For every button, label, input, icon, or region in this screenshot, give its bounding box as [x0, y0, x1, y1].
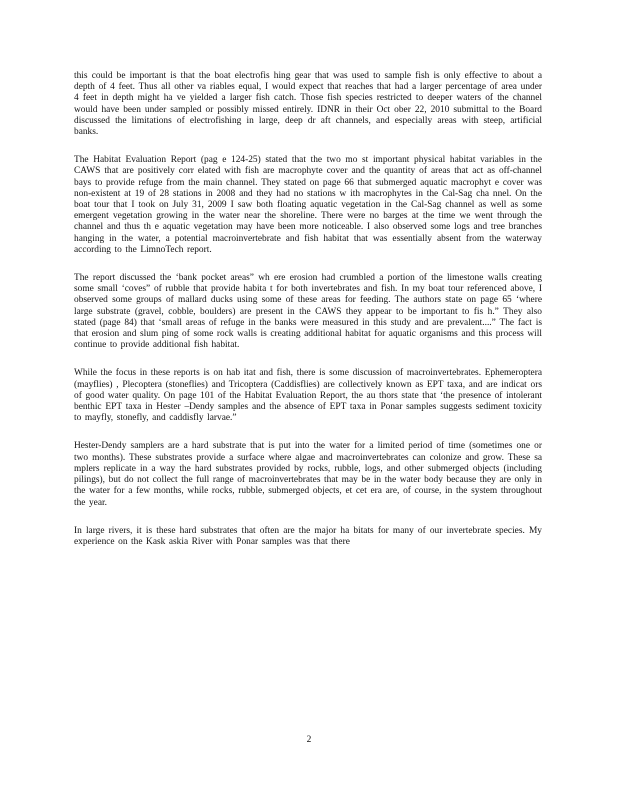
page-number: 2: [306, 735, 312, 745]
paragraph-electrofishing: this could be important is that the boat electrofis hing gear that was used to sample fish is only effective to about a depth of 4 feet. Thus all other va riables equal, I would expect that reaches that had a larger percentage of area under 4 feet in depth might ha ve yielded a larger fish catch. Those fish species restricted to deeper waters of the channel would have been under sampled or possibly missed entirely. IDNR in their Oct ober 22, 2010 submittal to the Board discussed the limitations of electrofishing in large, deep dr aft channels, and especially areas with steep, artificial banks.: [74, 71, 542, 138]
paragraph-large-rivers: In large rivers, it is these hard substrates that often are the major ha bitats for many of our invertebrate species. My experience on the Kask askia River with Ponar samples was that there: [74, 525, 542, 547]
paragraph-habitat-evaluation: The Habitat Evaluation Report (pag e 124-25) stated that the two mo st important physical habitat variables in the CAWS that are positively corr elated with fish are macrophyte cover and the quantity of areas that act as off-channel bays to provide refuge from the main channel. They stated on page 66 that submerged aquatic macrophyt e cover was non-existent at 19 of 28 stations in 2008 and they had no stations w ith macrophytes in the Cal-Sag cha nnel. On the boat tour that I took on July 31, 2009 I saw both floating aquatic vegetation in the Cal-Sag channel as well as some emergent vegetation growing in the water near the shoreline. There were no barges at the time we went through the channel and thus th e aquatic vegetation may have been more noticeable. I also observed some logs and tree branches hanging in the water, a potential macroinvertebrate and fish habitat that was essentially absent from the waterway according to the LimnoTech report.: [74, 155, 542, 255]
paragraph-bank-pocket-areas: The report discussed the ‘bank pocket areas” wh ere erosion had crumbled a portion of the limestone walls creating some small ‘coves” of rubble that provide habita t for both invertebrates and fish. In my boat tour referenced above, I observed some groups of mallard ducks using some of these areas for feeding. The authors state on page 65 ‘where large substrate (gravel, cobble, boulders) are present in the CAWS they appear to be important to fis h.” They also stated (page 84) that ‘small areas of refuge in the banks were measured in this study and are prevalent....” The fact is that erosion and slum ping of some rock walls is creating additional habitat for aquatic organisms and this process will continue to provide additional fish habitat.: [74, 273, 542, 351]
paragraph-macroinvertebrates: While the focus in these reports is on hab itat and fish, there is some discussion of macroinvertebrates. Ephemeroptera (mayflies) , Plecoptera (stoneflies) and Tricoptera (Caddisflies) are collectively known as EPT taxa, and are indicat ors of good water quality. On page 101 of the Habitat Evaluation Report, the au thors state that ‘the presence of intolerant benthic EPT taxa in Hester –Dendy samples and the absence of EPT taxa in Ponar samples suggests sediment toxicity to mayfly, stonefly, and caddisfly larvae.”: [74, 368, 542, 424]
body-text: [74, 71, 542, 565]
paragraph-hester-dendy: Hester-Dendy samplers are a hard substrate that is put into the water for a limited period of time (sometimes one or two months). These substrates provide a surface where algae and macroinvertebrates can colonize and grow. These sa mplers replicate in a way the hard substrates provided by rocks, rubble, logs, and other submerged objects (including pilings), but do not collect the full range of macroinvertebrates that may be in the water body because they are only in the water for a few months, while rocks, rubble, submerged objects, et cet era are, of course, in the system throughout the year.: [74, 441, 542, 508]
